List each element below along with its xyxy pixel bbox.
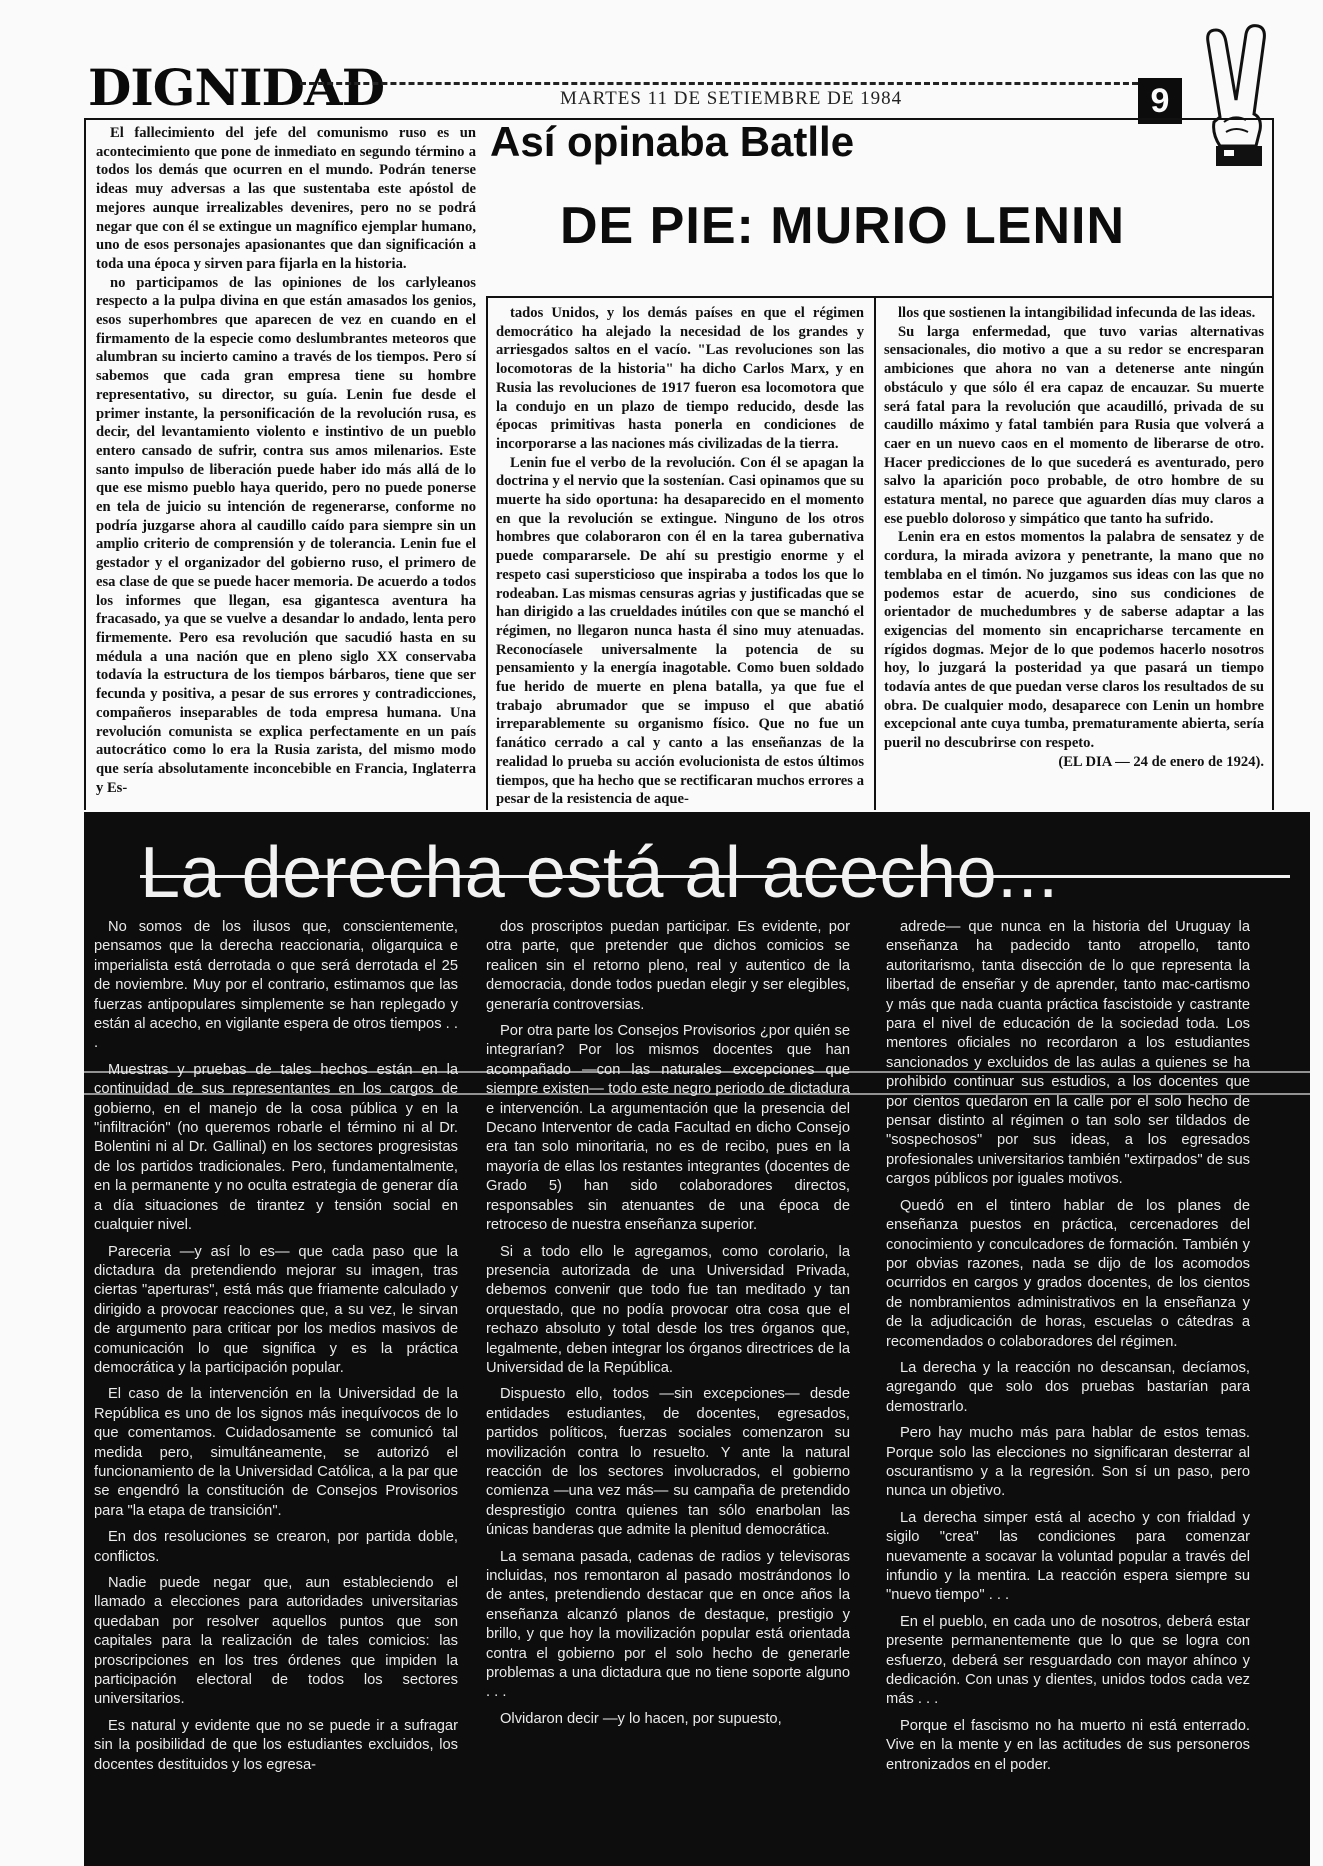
scan-scratch (84, 1093, 1310, 1095)
frame-left-rule (84, 118, 86, 810)
page-number: 9 (1138, 78, 1182, 124)
article-kicker: Así opinaba Batlle (490, 118, 855, 165)
column-rule-2 (874, 296, 876, 810)
paragraph: El fallecimiento del jefe del comunismo ruso es un acontecimiento que pone de inmediato en segundo término a todos los demás que ocurren en el mundo. Podrán tenerse ideas muy adversas a las que sustentaba este apóstol de mejores aunque irrealizables devenires, pero no se podrá negar que con él se extingue un magnífico ejemplar humano, uno de esos personajes apasionantes que dan significación a toda una época y sirven para fijarla en la historia. (96, 125, 476, 272)
paragraph: Olvidaron decir —y lo hacen, por supuesto, (500, 1710, 782, 1727)
dark-column-1 (94, 918, 458, 1863)
victory-hand-icon (1190, 22, 1290, 172)
headline-underline (486, 296, 1272, 298)
paragraph: Por otra parte los Consejos Provisorios ¿por quién se integrarían? Por los mismos docentes que han acompañado —con las naturales excepciones que siempre existen— todo este negro periodo de dictadura e intervención. La argumentación que la presencia del Decano Interventor de cada Facultad en dicho Consejo era tan solo minoritaria, no es de recibo, pues en la mayoría de ellas los restantes integrantes (docentes de Grado 5) han sido colaboradores directos, responsables sin atenuantes de una época de retroceso de nuestra enseñanza superior. (486, 1023, 850, 1234)
issue-date: MARTES 11 DE SETIEMBRE DE 1984 (560, 88, 903, 109)
article-source: (EL DIA — 24 de enero de 1924). (1058, 753, 1264, 770)
paragraph: adrede— que nunca en la historia del Uruguay la enseñanza ha padecido tanto atropello, tanto autoritarismo, tanta disección de lo que representa la libertad de enseñar y de aprender, tanto mac-cartismo y más que nada cuanta práctica fascistoide y castrante para el nivel de educación de la sociedad toda. Los mentores oficiales no recordaron a los estudiantes sancionados y excluidos de las aulas a quienes se ha prohibido continuar sus estudios, a los docentes que por cientos quedaron en la calle por el solo hecho de pensar distinto al régimen o tan solo ser tildados de "sospechosos" por sus ideas, a los egresados profesionales universitarios también "extirpados" de sus cargos públicos por iguales motivos. (886, 919, 1250, 1188)
article-column-2 (496, 304, 864, 810)
dark-column-2 (486, 918, 850, 1863)
paragraph: dos proscriptos puedan participar. Es evidente, por otra parte, que pretender que dichos comicios se realicen sin el retorno pleno, real y autentico de la democracia, donde todos puedan elegir y ser elegibles, generaría controversias. (486, 919, 850, 1013)
paragraph: tados Unidos, y los demás países en que el régimen democrático ha alejado la necesidad de los grandes y arriesgados saltos en el vacío. "Las revoluciones son las locomotoras de la historia" ha dicho Carlos Marx, y en Rusia las revoluciones de 1917 fueron esa locomotora que la condujo en un plazo de tiempo reducido, desde las épocas primitivas hasta ponerla en condiciones de incorporarse a las naciones más civilizadas de la tierra. (496, 305, 864, 452)
paragraph: Quedó en el tintero hablar de los planes de enseñanza puestos en práctica, cercenadores del conocimiento y conculcadores de formación. También y por obvias razones, nada se dijo de los acomodos ocurridos en cargos y grados docentes, de los cientos de nombramientos administrativos en la enseñanza y de la adjudicación de horas, escuelas o cátedras a recomendados o colaboradores del régimen. (886, 1197, 1250, 1350)
paragraph: En el pueblo, en cada uno de nosotros, deberá estar presente permanentemente que lo que se logra con esfuerzo, deberá ser resguardado con mayor ahínco y dedicación. Con unas y dientes, unidos todos cada vez más . . . (886, 1613, 1250, 1708)
paragraph: Si a todo ello le agregamos, como corolario, la presencia autorizada de una Universidad Privada, debemos convenir que todo fue tan meditado y tan orquestado, que no podía provocar otra cosa que el rechazo absoluto y total desde los tres órganos que, legalmente, deben integrar los órganos directrices de la Universidad de la República. (486, 1243, 850, 1376)
newspaper-logo: DIGNIDAD (88, 58, 385, 117)
dark-article-headline: La derecha está al acecho... (140, 833, 1059, 913)
paragraph: La semana pasada, cadenas de radios y televisoras incluidas, nos remontaron al pasado mostrándonos lo de antes, pretendiendo destacar que en once años la enseñanza alcanzó planos de destaque, prestigio y brillo, y que hoy la movilización popular está orientada contra el gobierno por el solo hecho de generarle problemas a una dictadura que no tiene soporte alguno . . . (486, 1548, 850, 1701)
paragraph: Su larga enfermedad, que tuvo varias alternativas sensacionales, dio motivo a que a su redor se encresparan ambiciones que ahora no van a detenerse ante ningún obstáculo y que sólo él era capaz de encauzar. Su muerte será fatal para la revolución que acaudilló, privada de su caudillo máximo y fatal también para Rusia que volverá a caer en un nuevo caos en el momento de liberarse de otro. Hacer predicciones de lo que sucederá es aventurado, pero salvo la aparición poco probable, de otro hombre de su estatura mental, no parece que aguarden días muy claros a ese pueblo doloroso y simpático que tanto ha sufrido. (884, 323, 1264, 527)
headline-scratch (140, 875, 1290, 878)
masthead-rule (300, 82, 1138, 85)
paragraph: Muestras y pruebas de tales hechos están en la continuidad de sus representantes en los cargos de gobierno, en el manejo de la cosa pública y en la "infiltración" (no queremos robarle el término ni al Dr. Bolentini ni al Dr. Gallinal) en los sectores progresistas de los partidos tradicionales. Pero, fundamentalmente, en la permanente y no oculta estrategia de generar día a día situaciones de tirantez y tensión social en cualquier nivel. (94, 1061, 458, 1234)
article-column-1 (96, 124, 476, 810)
article-column-3 (884, 304, 1264, 810)
paragraph: La derecha simper está al acecho y con frialdad y sigilo "crea" las condiciones para comenzar nuevamente a socavar la voluntad popular a través del infundio y la mentira. La reacción espera siempre su "nuevo tiempo" . . . (886, 1509, 1250, 1604)
paragraph: Lenin era en estos momentos la palabra de sensatez y de cordura, la mirada avizora y penetrante, la mano que no temblaba en el timón. No juzgamos sus ideas con las que no podemos estar de acuerdo, sino sus condiciones de orientador de muchedumbres y de saberse adaptar a las exigencias del momento sin encapricharse tercamente en rígidos dogmas. Mejor de lo que podemos hacerlo nosotros hoy, lo juzgará la posteridad ya que pasará un tiempo todavía antes de que puedan verse claros los resultados de su obra. De cualquier modo, desaparece con Lenin un hombre excepcional ante cuya tumba, prematuramente abierta, sería pueril no descubrirse con respeto. (884, 529, 1264, 752)
paragraph: llos que sostienen la intangibilidad infecunda de las ideas. (898, 305, 1256, 321)
frame-right-rule (1272, 118, 1274, 810)
paragraph: La derecha y la reacción no descansan, decíamos, agregando que solo dos pruebas bastarían para demostrarlo. (886, 1359, 1250, 1415)
scan-scratch (84, 1071, 1310, 1073)
paragraph: El caso de la intervención en la Universidad de la República es uno de los signos más inequívocos de lo que comentamos. Cuidadosamente se comunicó tal medida pero, simultáneamente, se autorizó el funcionamiento de la Universidad Católica, a la par que se engendró la constitución de Consejos Provisorios para "la etapa de transición". (94, 1386, 458, 1519)
paragraph: no participamos de las opiniones de los carlyleanos respecto a la pulpa divina en que están amasados los genios, esos superhombres que aparecen de vez en cuando en el firmamento de la especie como deslumbrantes meteoros que alumbran su incierto camino a través de los tiempos. Pero sí sabemos que cada gran empresa tiene su hombre representativo, su director, su guía. Lenin fue desde el primer instante, la personificación de la revolución rusa, es decir, del levantamiento violento e instintivo de un pueblo entero cansado de sufrir, contra sus amos milenarios. Este santo impulso de liberación puede haber ido más allá de lo que ese mismo pueblo haya querido, pero no puede ponerse en tela de juicio su intención de regenerarse, conforme no podría juzgarse ahora al caudillo caído para siempre sin un amplio criterio de comprensión y de tolerancia. Lenin fue el gestador y el organizador del gobierno ruso, el primero de esa clase de que se puede hacer memoria. De acuerdo a todos los informes que llegan, esa gigantesca aventura ha fracasado, ya que se vuelve a desandar lo andado, lenta pero firmemente. Pero esa revolución que sacudió hasta en su médula a una nación que en pleno siglo XX conservaba todavía la estructura de los tiempos bárbaros, tiene que ser fecunda y positiva, a pesar de sus errores y contradicciones, compañeros inseparables de toda empresa humana. Una revolución comunista se explica perfectamente en un país autocrático como lo era la Rusia zarista, del mismo modo que sería absolutamente inconcebible en Francia, Inglaterra y Es- (96, 274, 476, 796)
column-rule-1 (486, 296, 488, 810)
dark-column-3 (886, 918, 1250, 1863)
paragraph: Pareceria —y así lo es— que cada paso que la dictadura da pretendiendo mejorar su imagen, tras ciertas "aperturas", está más que friamente calculado y dirigido a provocar reacciones que, a su vez, le sirvan de argumento para criticar por los medios masivos de comunicación lo que significa y es la práctica democrática y la participación popular. (94, 1243, 458, 1376)
paragraph: Nadie puede negar que, aun estableciendo el llamado a elecciones para autoridades universitarias quedaban por resolver aquellos puntos que son capitales para la realización de tales comicios: las proscripciones en los tres órdenes que impiden la participación electoral de todos los sectores universitarios. (94, 1575, 458, 1708)
article-headline: DE PIE: MURIO LENIN (560, 197, 1126, 255)
paragraph: Dispuesto ello, todos —sin excepciones— desde entidades estudiantes, de docentes, egresados, partidos políticos, fuerzas sociales comenzaron su movilización contra lo resuelto. Y ante la natural reacción de los sectores involucrados, el gobierno comienza —una vez más— su campaña de pretendido desprestigio contra quienes tan sólo enarbolan las únicas banderas que admite la plenitud democrática. (486, 1386, 850, 1539)
paragraph: Pero hay mucho más para hablar de estos temas. Porque solo las elecciones no significaran desterrar al oscurantismo y a la regresión. Son sí un paso, pero nunca un objetivo. (886, 1425, 1250, 1500)
paragraph: En dos resoluciones se crearon, por partida doble, conflictos. (94, 1529, 458, 1565)
paragraph: Porque el fascismo no ha muerto ni está enterrado. Vive en la mente y en las actitudes de sus personeros entronizados en el poder. (886, 1717, 1250, 1773)
paragraph: Lenin fue el verbo de la revolución. Con él se apagan la doctrina y el nervio que la sostenían. Casi opinamos que su muerte ha sido oportuna: ha desaparecido en el momento en que la revolución se extingue. Ninguno de los otros hombres que colaboraron con él en la tarea gubernativa puede compararsele. De ahí su prestigio enorme y el respeto casi supersticioso que inspiraba a todos los que lo rodeaban. Las mismas censuras agrias y justificadas que se han dirigido a las crueldades inútiles con que se manchó el régimen, no llegaron nunca hasta él sino muy atenuadas. Reconocíasele universalmente la potencia de su pensamiento y la energía inagotable. Como buen soldado fue herido de muerte en plena batalla, ya que fue el trabajo abrumador que se impuso el que abatió irreparablemente su organismo físico. Que no fue un fanático cerrado a cal y canto a las enseñanzas de la realidad lo prueba su acción evolucionista de estos últimos tiempos, que ha hecho que se rectificaran muchos errores a pesar de la resistencia de aque- (496, 454, 864, 808)
paragraph: Es natural y evidente que no se puede ir a sufragar sin la posibilidad de que los estudiantes excluidos, los docentes destituidos y los egresa- (94, 1717, 458, 1773)
paragraph: No somos de los ilusos que, conscientemente, pensamos que la derecha reaccionaria, oligarquica e imperialista está derrotada o que será derrotada el 25 de noviembre. Muy por el contrario, estimamos que las fuerzas antipopulares simplemente se han replegado y están al acecho, en vigilante espera de otros tiempos . . . (94, 919, 458, 1052)
